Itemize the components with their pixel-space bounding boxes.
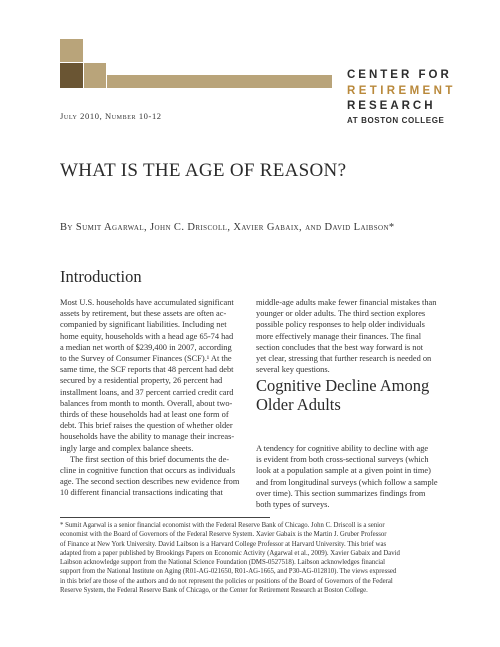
text-line: The first section of this brief documents the de- [70,454,230,464]
text-line: households have the ability to manage their increas- [60,432,235,442]
text-line: possible policy responses to help older individuals [256,320,425,330]
logo-square-right [84,63,106,88]
text-line: and from longitudinal surveys (which follow a sample [256,477,438,487]
text-line: debt. This brief raises the question of whether older [60,421,233,431]
text-line: a median net worth of $239,400 in 2007, according [60,342,232,352]
footnote [60,521,455,595]
text-line: 10 different financial transactions indicating that [60,488,223,498]
footnote-line: Laibson acknowledge support from the National Science Foundation (DMS-0527518). Laibson acknowledges financial [60,559,386,567]
footnote-line: in this brief are those of the authors and do not represent the policies or positions of the Board of Governors of the Federal [60,577,393,585]
footnote-line: of Finance at New York University. David Laibson is a Harvard College Professor at Harvard University. This brief was [60,540,387,548]
intro-column-left [60,297,245,499]
text-line: younger or older adults. The third section explores [256,309,426,319]
logo-square-dark [60,63,83,88]
text-line: same time, the SCF reports that 48 percent had debt [60,365,234,375]
text-line: balances from month to month. Overall, about two- [60,398,233,408]
text-line: secured by a residential property, 26 percent had [60,376,223,386]
logo-line-1: CENTER FOR [347,69,452,81]
issue-date: July 2010, Number 10-12 [60,111,162,121]
text-line: installment loans, and 37 percent carried credit card [60,387,234,397]
text-line: Most U.S. households have accumulated significant [60,298,234,307]
center-logo [347,68,456,127]
text-line: is evident from both cross-sectional surveys (which [256,455,429,465]
text-line: more effectively manage their finances. The final [256,331,422,341]
text-line: both types of surveys. [256,500,330,510]
footnote-divider [60,517,270,518]
text-line: several key questions. [256,365,330,375]
logo-line-3: RESEARCH [347,100,436,112]
text-line: assets by retirement, but these assets are often ac- [60,309,227,319]
footnote-line: adapted from a paper published by Brookings Papers on Economic Activity (Agarwal et al., 2009). Xavier Gabaix and David [60,549,400,557]
text-line: middle-age adults make fewer financial mistakes than [256,298,437,307]
text-line: to the Survey of Consumer Finances (SCF).¹ At the [60,354,232,364]
page-title: WHAT IS THE AGE OF REASON? [60,160,347,181]
text-line: thirds of these households had at least one form of [60,410,229,420]
text-line: companied by significant liabilities. Including net [60,320,227,330]
text-line: yet clear, stressing that further research is needed on [256,354,432,364]
text-line: home equity, households with a head age 65-74 had [60,331,234,341]
authors: By Sumit Agarwal, John C. Driscoll, Xavier Gabaix, and David Laibson* [60,222,395,233]
cognitive-decline-heading: Cognitive Decline Among Older Adults [256,376,430,414]
text-line: age. The second section describes new evidence from [60,477,240,487]
logo-square-top [60,39,83,62]
cognitive-decline-text [256,443,451,510]
footnote-line: support from the National Institute on Aging (R01-AG-021650, R01-AG-1665, and P30-AG-012810). The views expressed [60,568,397,576]
text-line: over time). This section summarizes findings from [256,488,426,498]
text-line: ingly large and complex balance sheets. [60,443,194,453]
logo-line-4: AT BOSTON COLLEGE [347,115,445,125]
footnote-line: * Sumit Agarwal is a senior financial economist with the Federal Reserve Bank of Chicago. John C. Driscoll is a senior [60,522,385,529]
footnote-line: economist with the Board of Governors of the Federal Reserve System. Xavier Gabaix is the Martin J. Gruber Professor [60,531,387,539]
header-bar [107,75,332,88]
logo-line-2: RETIREMENT [347,84,456,97]
footnote-line: Reserve System, the Federal Reserve Bank of Chicago, or the Center for Retirement Research at Boston College. [60,587,368,595]
text-line: cline in cognitive function that occurs as individuals [60,466,236,476]
text-line: section concludes that the best way forward is not [256,342,423,352]
intro-column-right [256,297,451,375]
text-line: look at a population sample at a given point in time) [256,466,431,476]
text-line: A tendency for cognitive ability to decline with age [256,444,429,453]
intro-heading: Introduction [60,267,142,286]
